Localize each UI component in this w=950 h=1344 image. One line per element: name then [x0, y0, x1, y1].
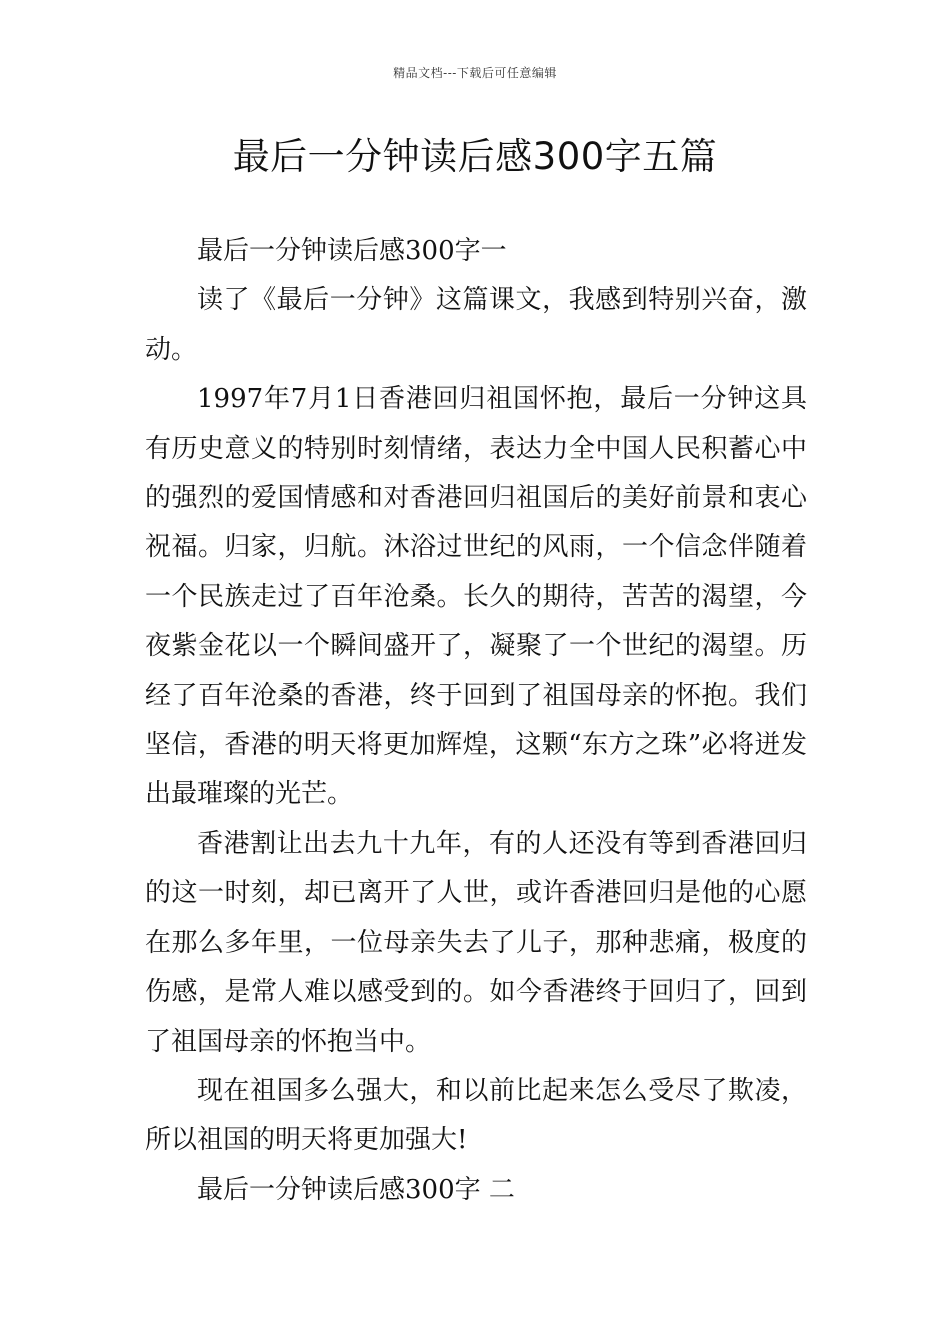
section-heading-1: 最后一分钟读后感300字一	[197, 236, 507, 266]
paragraph: 现在祖国多么强大，和以前比起来怎么受尽了欺凌，所以祖国的明天将更加强大!	[145, 1075, 807, 1156]
paragraph: 读了《最后一分钟》这篇课文，我感到特别兴奋，激动。	[145, 285, 807, 365]
document-title: 最后一分钟读后感300字五篇	[232, 135, 718, 178]
document-body	[145, 227, 807, 1215]
paragraph: 1997年7月1日香港回归祖国怀抱，最后一分钟这具有历史意义的特别时刻情绪，表达力全中国人民积蓄心中的强烈的爱国情感和对香港回归祖国后的美好前景和衷心祝福。归家，归航。沐浴过世纪的风雨，一个信念伴随着一个民族走过了百年沧桑。长久的期待，苦苦的渴望，今夜紫金花以一个瞬间盛开了，凝聚了一个世纪的渴望。历经了百年沧桑的香港，终于回到了祖国母亲的怀抱。我们坚信，香港的明天将更加辉煌，这颗“东方之珠”必将迸发出最璀璨的光芒。	[145, 384, 807, 810]
paragraph: 香港割让出去九十九年，有的人还没有等到香港回归的这一时刻，却已离开了人世，或许香港回归是他的心愿在那么多年里，一位母亲失去了儿子，那种悲痛，极度的伤感，是常人难以感受到的。如今香港终于回归了，回到了祖国母亲的怀抱当中。	[145, 828, 807, 1057]
section-heading-2: 最后一分钟读后感300字 二	[197, 1174, 515, 1205]
header-note: 精品文档---下载后可任意编辑	[393, 66, 557, 80]
